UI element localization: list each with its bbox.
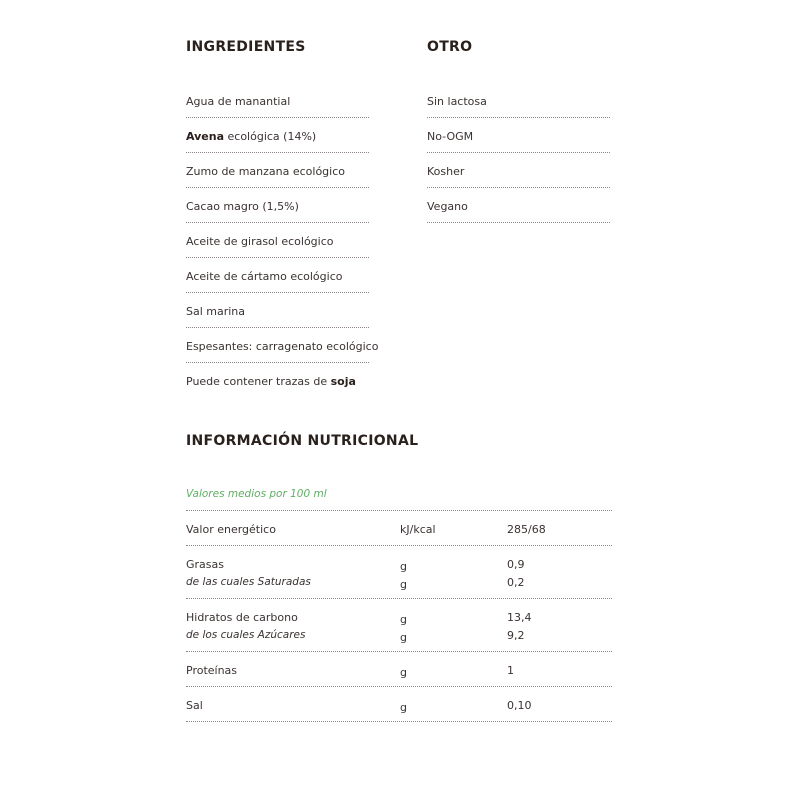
nutrient-label: Sal: [186, 699, 203, 712]
table-divider: [186, 721, 612, 722]
ingredient-item: [186, 95, 369, 118]
nutrient-value: 0,9: [507, 558, 525, 571]
table-divider: [186, 686, 612, 687]
otro-text: Kosher: [427, 165, 465, 178]
ingredient-item: [186, 305, 369, 328]
ingredient-text: Cacao magro (1,5%): [186, 200, 299, 213]
ingredient-text: Espesantes: carragenato ecológico: [186, 340, 379, 353]
otro-item: [427, 130, 610, 153]
table-divider: [186, 545, 612, 546]
ingredient-text: ecológica (14%): [224, 130, 317, 143]
ingredient-item: [186, 130, 369, 153]
ingredient-text: Agua de manantial: [186, 95, 291, 108]
nutrient-label: Hidratos de carbono: [186, 611, 298, 624]
otro-text: Vegano: [427, 200, 468, 213]
ingredient-item: [186, 165, 369, 188]
nutrient-sublabel: de los cuales Azúcares: [186, 629, 306, 641]
otro-heading: OTRO: [427, 39, 473, 55]
ingredient-text: Aceite de cártamo ecológico: [186, 270, 343, 283]
ingredient-bold: Avena: [186, 130, 225, 143]
nutricion-heading: INFORMACIÓN NUTRICIONAL: [186, 433, 419, 449]
ingredient-text: Puede contener trazas de: [186, 375, 331, 388]
ingredient-item: [186, 235, 369, 258]
nutrient-label: Valor energético: [186, 523, 276, 536]
nutrient-unit: kJ/kcal: [400, 523, 436, 536]
ingredient-text: Zumo de manzana ecológico: [186, 165, 345, 178]
nutrient-value: 9,2: [507, 629, 525, 642]
nutrient-unit: g: [400, 631, 407, 644]
allergen-bold: soja: [330, 375, 356, 388]
ingredient-item: [186, 200, 369, 223]
otro-text: No-OGM: [427, 130, 474, 143]
table-divider: [186, 598, 612, 599]
nutrient-unit: g: [400, 666, 407, 679]
nutrient-unit: g: [400, 613, 407, 626]
nutrient-value: 0,2: [507, 576, 525, 589]
otro-item: [427, 165, 610, 188]
nutrient-unit: g: [400, 701, 407, 714]
nutrition-subtitle: Valores medios por 100 ml: [186, 488, 327, 500]
nutrient-unit: g: [400, 560, 407, 573]
table-divider: [186, 510, 612, 511]
nutrient-label: Proteínas: [186, 664, 238, 677]
nutrient-value: 1: [507, 664, 514, 677]
ingredient-text: Aceite de girasol ecológico: [186, 235, 334, 248]
otro-item: [427, 200, 610, 223]
ingredient-item: [186, 270, 369, 293]
ingredient-item: [186, 340, 379, 363]
ingredientes-heading: INGREDIENTES: [186, 39, 306, 55]
table-divider: [186, 651, 612, 652]
ingredient-item: [186, 375, 369, 397]
nutrient-value: 285/68: [507, 523, 546, 536]
nutrient-unit: g: [400, 578, 407, 591]
nutrient-sublabel: de las cuales Saturadas: [186, 576, 311, 588]
ingredient-text: Sal marina: [186, 305, 246, 318]
otro-item: [427, 95, 610, 118]
nutrient-label: Grasas: [186, 558, 224, 571]
nutrient-value: 13,4: [507, 611, 532, 624]
nutrient-value: 0,10: [507, 699, 532, 712]
otro-text: Sin lactosa: [427, 95, 487, 108]
